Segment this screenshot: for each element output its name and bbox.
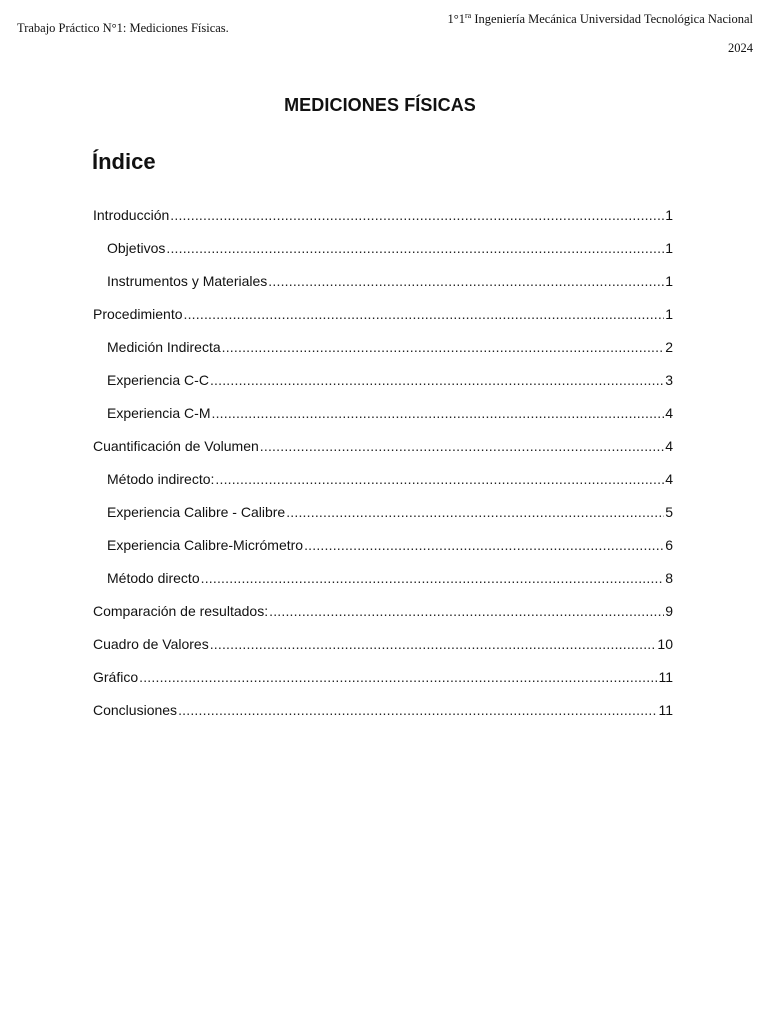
toc-entry-metodo-indirecto[interactable] xyxy=(93,462,673,495)
toc-entry-page: 11 xyxy=(658,668,673,685)
toc-entry-label: Método directo xyxy=(107,569,200,586)
document-title: MEDICIONES FÍSICAS xyxy=(284,95,476,115)
toc-entry-experiencia-c-m[interactable] xyxy=(93,396,673,429)
toc-entry-page: 1 xyxy=(665,272,673,289)
toc-dot-leader xyxy=(166,238,664,258)
toc-entry-medicion-indirecta[interactable] xyxy=(93,330,673,363)
toc-dot-leader xyxy=(184,304,665,324)
toc-dot-leader xyxy=(222,337,665,357)
toc-entry-page: 1 xyxy=(665,305,673,322)
toc-entry-page: 10 xyxy=(657,635,673,652)
toc-entry-label: Instrumentos y Materiales xyxy=(107,272,268,289)
toc-dot-leader xyxy=(210,634,657,654)
toc-dot-leader xyxy=(178,700,657,720)
toc-dot-leader xyxy=(268,271,664,291)
toc-entry-label: Experiencia C-M xyxy=(107,404,211,421)
toc-entry-page: 4 xyxy=(665,470,673,487)
toc-entry-page: 4 xyxy=(665,404,673,421)
toc-entry-label: Método indirecto: xyxy=(107,470,215,487)
running-header-left: Trabajo Práctico N°1: Mediciones Físicas. xyxy=(17,21,229,35)
course-number: 1°1 xyxy=(447,12,466,26)
toc-entry-label: Conclusiones xyxy=(93,701,178,718)
toc-entry-page: 4 xyxy=(665,437,673,454)
toc-entry-label: Introducción xyxy=(93,206,170,223)
toc-entry-label: Cuantificación de Volumen xyxy=(93,437,259,454)
toc-entry-cuantificacion-de-volumen[interactable] xyxy=(93,429,673,462)
toc-entry-page: 9 xyxy=(665,602,673,619)
toc-entry-page: 6 xyxy=(665,536,673,553)
toc-entry-page: 8 xyxy=(665,569,673,586)
toc-dot-leader xyxy=(170,205,664,225)
toc-entry-procedimiento[interactable] xyxy=(93,297,673,330)
toc-dot-leader xyxy=(260,436,664,456)
toc-entry-introduccion[interactable] xyxy=(93,198,673,231)
toc-entry-page: 2 xyxy=(665,338,673,355)
toc-entry-experiencia-calibre-micrometro[interactable] xyxy=(93,528,673,561)
toc-entry-metodo-directo[interactable] xyxy=(93,561,673,594)
toc-entry-label: Procedimiento xyxy=(93,305,183,322)
toc-entry-experiencia-c-c[interactable] xyxy=(93,363,673,396)
toc-entry-label: Cuadro de Valores xyxy=(93,635,209,652)
toc-entry-label: Medición Indirecta xyxy=(107,338,221,355)
header-year: 2024 xyxy=(728,41,753,55)
course-ordinal-suffix: ra xyxy=(465,11,472,20)
toc-entry-conclusiones[interactable] xyxy=(93,693,673,726)
toc-entry-comparacion-de-resultados[interactable] xyxy=(93,594,673,627)
toc-entry-label: Experiencia Calibre-Micrómetro xyxy=(107,536,304,553)
toc-entry-label: Comparación de resultados: xyxy=(93,602,269,619)
table-of-contents xyxy=(93,198,673,726)
toc-dot-leader xyxy=(269,601,664,621)
toc-dot-leader xyxy=(201,568,665,588)
toc-dot-leader xyxy=(286,502,664,522)
toc-dot-leader xyxy=(304,535,664,555)
toc-entry-page: 11 xyxy=(658,701,673,718)
toc-entry-page: 3 xyxy=(665,371,673,388)
toc-entry-page: 1 xyxy=(665,206,673,223)
running-header-right xyxy=(448,12,753,27)
toc-entry-page: 5 xyxy=(665,503,673,520)
toc-entry-objetivos[interactable] xyxy=(93,231,673,264)
toc-entry-experiencia-calibre-calibre[interactable] xyxy=(93,495,673,528)
toc-entry-page: 1 xyxy=(665,239,673,256)
toc-dot-leader xyxy=(215,469,664,489)
toc-heading: Índice xyxy=(92,149,156,174)
toc-entry-cuadro-de-valores[interactable] xyxy=(93,627,673,660)
institution-name: Ingeniería Mecánica Universidad Tecnológica Nacional xyxy=(471,12,753,26)
toc-entry-label: Experiencia Calibre - Calibre xyxy=(107,503,286,520)
toc-dot-leader xyxy=(139,667,657,687)
toc-dot-leader xyxy=(210,370,664,390)
toc-entry-instrumentos-y-materiales[interactable] xyxy=(93,264,673,297)
toc-entry-label: Objetivos xyxy=(107,239,166,256)
toc-entry-grafico[interactable] xyxy=(93,660,673,693)
toc-entry-label: Experiencia C-C xyxy=(107,371,209,388)
toc-entry-label: Gráfico xyxy=(93,668,139,685)
toc-dot-leader xyxy=(211,403,664,423)
